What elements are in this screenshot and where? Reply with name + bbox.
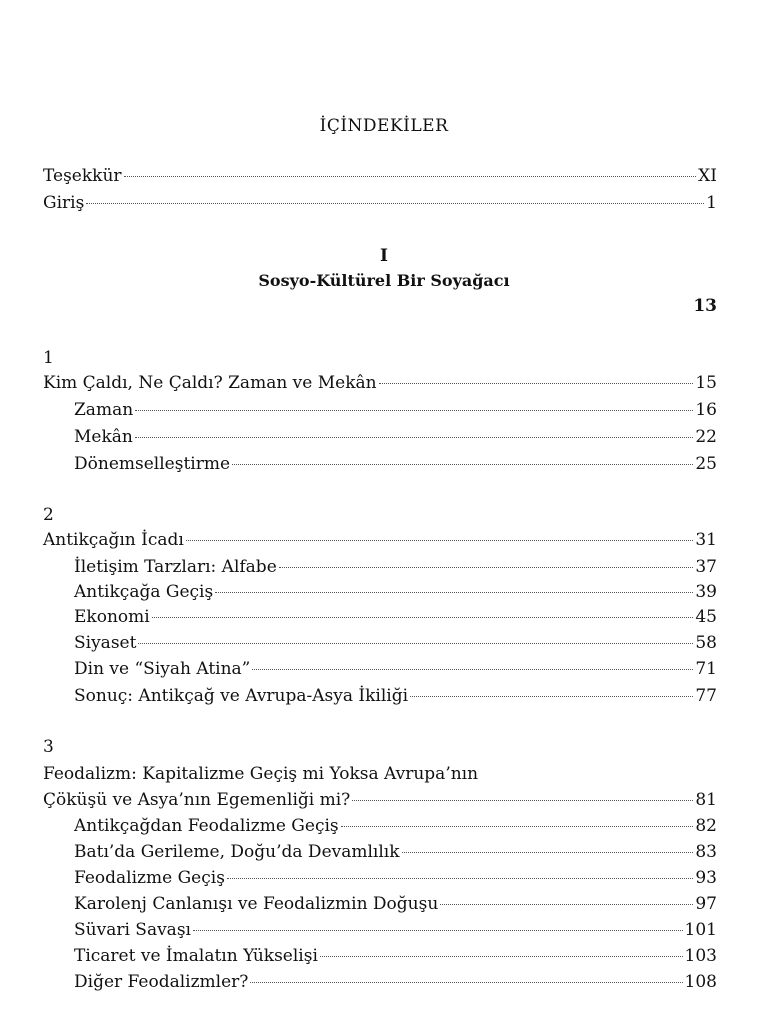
toc-entry-label: Dönemselleştirme [74,454,231,474]
part-title[interactable]: Sosyo-Kültürel Bir Soyağacı [258,271,510,290]
toc-entry-label: Zaman [74,400,134,420]
leader-dots [152,617,694,618]
toc-entry-page: 15 [695,373,717,393]
leader-dots [135,410,693,411]
toc-entry-page: 1 [706,193,717,213]
toc-entry-section[interactable] [74,556,717,578]
chapter-number: 2 [43,505,54,525]
toc-entry-section[interactable] [74,606,717,628]
leader-dots [341,826,694,827]
chapter-number: 3 [43,737,54,757]
toc-entry-label: Siyaset [74,633,137,653]
toc-entry-section[interactable] [74,867,717,889]
toc-entry-page: 93 [695,868,717,888]
leader-dots [135,437,694,438]
toc-entry-label: Teşekkür [43,166,122,186]
toc-entry-label: Çöküşü ve Asya’nın Egemenliği mi? [43,790,351,810]
toc-entry-label: Ekonomi [74,607,150,627]
chapter-number: 1 [43,348,54,368]
toc-entry-label: Feodalizme Geçiş [74,868,225,888]
toc-entry-page: 81 [695,790,717,810]
toc-entry-section[interactable] [74,841,717,863]
toc-entry-acknowledgements[interactable] [43,165,717,187]
toc-entry-label: Kim Çaldı, Ne Çaldı? Zaman ve Mekân [43,373,377,393]
toc-entry-chapter-1[interactable] [43,372,717,394]
toc-entry-section[interactable] [74,399,717,421]
toc-entry-label: Antikçağın İcadı [43,530,184,550]
toc-entry-label: Giriş [43,193,85,213]
toc-entry-section[interactable] [74,815,717,837]
leader-dots [215,592,693,593]
leader-dots [440,904,693,905]
toc-entry-page: 71 [695,659,717,679]
toc-entry-section[interactable] [74,632,717,654]
toc-entry-label: Karolenj Canlanışı ve Feodalizmin Doğuşu [74,894,439,914]
leader-dots [227,878,693,879]
toc-entry-page: 101 [684,920,717,940]
leader-dots [124,176,697,177]
toc-entry-page: 45 [695,607,717,627]
leader-dots [250,982,682,983]
toc-entry-page: 16 [695,400,717,420]
leader-dots [320,956,683,957]
toc-entry-label: Diğer Feodalizmler? [74,972,249,992]
toc-entry-page: XI [698,166,717,186]
leader-dots [86,203,704,204]
leader-dots [193,930,683,931]
leader-dots [232,464,693,465]
page-title: İÇİNDEKİLER [319,116,449,136]
toc-entry-section[interactable] [74,919,717,941]
toc-entry-page: 22 [695,427,717,447]
toc-entry-page: 39 [695,582,717,602]
toc-entry-section[interactable] [74,893,717,915]
toc-entry-page: 31 [695,530,717,550]
leader-dots [138,643,693,644]
toc-entry-section[interactable] [74,945,717,967]
toc-entry-chapter-2[interactable] [43,529,717,551]
leader-dots [186,540,694,541]
toc-entry-page: 83 [695,842,717,862]
toc-entry-section[interactable] [74,453,717,475]
toc-entry-label: Süvari Savaşı [74,920,191,940]
toc-entry-page: 25 [695,454,717,474]
toc-entry-section[interactable] [74,426,717,448]
leader-dots [402,852,694,853]
toc-entry-label: İletişim Tarzları: Alfabe [74,557,277,577]
toc-entry-page: 97 [695,894,717,914]
toc-entry-label: Antikçağa Geçiş [74,582,214,602]
leader-dots [352,800,693,801]
toc-entry-label: Batı’da Gerileme, Doğu’da Devamlılık [74,842,400,862]
toc-entry-chapter-3[interactable] [43,789,717,811]
toc-entry-page: 108 [684,972,717,992]
toc-entry-page: 77 [695,686,717,706]
toc-entry-introduction[interactable] [43,192,717,214]
toc-entry-section[interactable] [74,581,717,603]
toc-entry-page: 82 [695,816,717,836]
part-page-number: 13 [693,296,717,316]
toc-entry-label: Sonuç: Antikçağ ve Avrupa-Asya İkiliği [74,686,409,706]
toc-entry-label: Din ve “Siyah Atina” [74,659,251,679]
toc-entry-section[interactable] [74,971,717,993]
leader-dots [279,567,694,568]
toc-entry-chapter-3-title-line[interactable]: Feodalizm: Kapitalizme Geçiş mi Yoksa Avrupa’nın [43,764,479,784]
toc-entry-page: 103 [684,946,717,966]
toc-entry-page: 37 [695,557,717,577]
toc-entry-section[interactable] [74,658,717,680]
toc-entry-section[interactable] [74,685,717,707]
toc-entry-page: 58 [695,633,717,653]
leader-dots [252,669,693,670]
toc-entry-label: Mekân [74,427,133,447]
leader-dots [410,696,693,697]
toc-entry-label: Ticaret ve İmalatın Yükselişi [74,946,318,966]
leader-dots [379,383,694,384]
part-number: I [380,246,388,266]
toc-entry-label: Antikçağdan Feodalizme Geçiş [74,816,339,836]
